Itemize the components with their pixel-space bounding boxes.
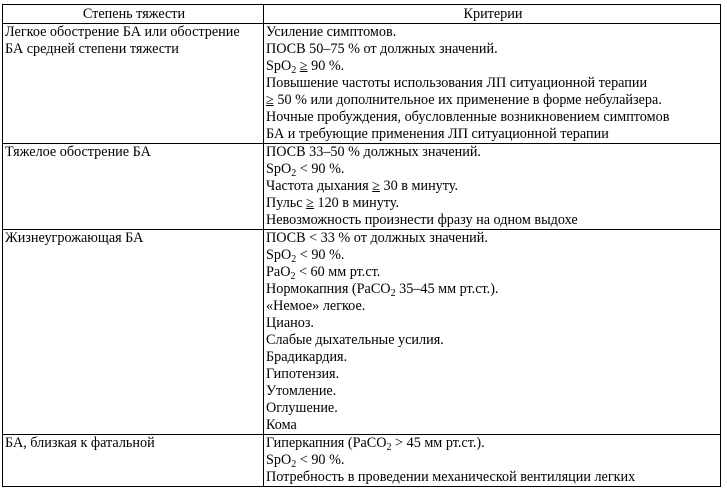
criteria-text: 120 в минуту. bbox=[313, 195, 400, 211]
criteria-text: ≥ bbox=[266, 92, 274, 108]
criteria-text: < 90 %. bbox=[296, 247, 345, 263]
criteria-line bbox=[266, 264, 720, 281]
criteria-cell bbox=[264, 230, 721, 435]
criteria-text: PaO bbox=[266, 264, 291, 280]
criteria-text: < 60 мм рт.ст. bbox=[295, 264, 381, 280]
criteria-text: Частота дыхания bbox=[266, 178, 373, 194]
criteria-text: ПОСВ 50–75 % от должных значений. bbox=[266, 41, 498, 57]
criteria-text: Слабые дыхательные усилия. bbox=[266, 332, 444, 348]
header-severity: Степень тяжести bbox=[3, 5, 264, 24]
table-row bbox=[3, 144, 721, 230]
criteria-line bbox=[266, 75, 720, 92]
criteria-line bbox=[266, 281, 720, 298]
criteria-text: «Немое» легкое. bbox=[266, 298, 366, 314]
header-row bbox=[3, 5, 721, 24]
criteria-text: Кома bbox=[266, 417, 297, 433]
criteria-line bbox=[266, 144, 720, 161]
criteria-text: ПОСВ 33–50 % должных значений. bbox=[266, 144, 481, 160]
criteria-text: ≥ bbox=[372, 178, 380, 194]
criteria-line bbox=[266, 161, 720, 178]
criteria-text: SpO bbox=[266, 247, 292, 263]
criteria-text: Брадикардия. bbox=[266, 349, 348, 365]
table-row bbox=[3, 435, 721, 487]
severity-criteria-table bbox=[2, 4, 721, 487]
criteria-line bbox=[266, 332, 720, 349]
table-row bbox=[3, 24, 721, 144]
criteria-text: Нормокапния (PaCO bbox=[266, 281, 391, 297]
severity-cell bbox=[3, 230, 264, 435]
criteria-line bbox=[266, 452, 720, 469]
criteria-line bbox=[266, 212, 720, 229]
criteria-text: ≥ bbox=[306, 195, 314, 211]
criteria-line bbox=[266, 195, 720, 212]
criteria-text: 90 %. bbox=[307, 58, 345, 74]
criteria-text: > 45 мм рт.ст.). bbox=[391, 435, 485, 451]
criteria-line bbox=[266, 41, 720, 58]
criteria-text: БА и требующие применения ЛП ситуационной терапии bbox=[266, 126, 609, 142]
criteria-line bbox=[266, 178, 720, 195]
criteria-text: Повышение частоты использования ЛП ситуационной терапии bbox=[266, 75, 648, 91]
severity-line: Легкое обострение БА или обострение bbox=[5, 24, 240, 40]
criteria-text: SpO bbox=[266, 58, 292, 74]
criteria-line bbox=[266, 366, 720, 383]
criteria-line bbox=[266, 92, 720, 109]
criteria-text: Оглушение. bbox=[266, 400, 338, 416]
criteria-text: SpO bbox=[266, 452, 292, 468]
subscript: 2 bbox=[386, 442, 392, 453]
severity-cell bbox=[3, 435, 264, 487]
criteria-text: < 90 %. bbox=[296, 452, 345, 468]
criteria-line bbox=[266, 58, 720, 75]
criteria-line bbox=[266, 469, 720, 486]
severity-cell bbox=[3, 144, 264, 230]
criteria-text: SpO bbox=[266, 161, 292, 177]
criteria-text: Потребность в проведении механической вентиляции легких bbox=[266, 469, 636, 485]
criteria-line bbox=[266, 298, 720, 315]
subscript: 2 bbox=[291, 168, 297, 179]
subscript: 2 bbox=[291, 459, 297, 470]
criteria-line bbox=[266, 24, 720, 41]
subscript: 2 bbox=[290, 271, 296, 282]
criteria-line bbox=[266, 435, 720, 452]
criteria-cell bbox=[264, 24, 721, 144]
criteria-text: 50 % или дополнительное их применение в форме небулайзера. bbox=[273, 92, 662, 108]
severity-line: БА, близкая к фатальной bbox=[5, 435, 155, 451]
subscript: 2 bbox=[291, 254, 297, 265]
table-row bbox=[3, 230, 721, 435]
severity-line: Тяжелое обострение БА bbox=[5, 144, 151, 160]
criteria-line bbox=[266, 315, 720, 332]
criteria-text: < 90 %. bbox=[296, 161, 345, 177]
criteria-line bbox=[266, 126, 720, 143]
criteria-text: Невозможность произнести фразу на одном выдохе bbox=[266, 212, 578, 228]
criteria-cell bbox=[264, 435, 721, 487]
table-body bbox=[3, 24, 721, 487]
criteria-line bbox=[266, 230, 720, 247]
criteria-text: Гиперкапния (PaCO bbox=[266, 435, 387, 451]
criteria-line bbox=[266, 383, 720, 400]
criteria-text: ПОСВ < 33 % от должных значений. bbox=[266, 230, 488, 246]
criteria-line bbox=[266, 417, 720, 434]
criteria-text: Пульс bbox=[266, 195, 307, 211]
criteria-line bbox=[266, 109, 720, 126]
criteria-text: Гипотензия. bbox=[266, 366, 340, 382]
header-criteria: Критерии bbox=[264, 5, 721, 24]
severity-line: БА средней степени тяжести bbox=[5, 41, 179, 57]
criteria-line bbox=[266, 400, 720, 417]
criteria-text: Цианоз. bbox=[266, 315, 314, 331]
criteria-text: 35–45 мм рт.ст.). bbox=[395, 281, 499, 297]
criteria-text: Утомление. bbox=[266, 383, 337, 399]
criteria-text: Усиление симптомов. bbox=[266, 24, 397, 40]
criteria-text: 30 в минуту. bbox=[379, 178, 458, 194]
severity-cell bbox=[3, 24, 264, 144]
severity-line: Жизнеугрожающая БА bbox=[5, 230, 144, 246]
criteria-text: Ночные пробуждения, обусловленные возникновением симптомов bbox=[266, 109, 670, 125]
criteria-line bbox=[266, 247, 720, 264]
subscript: 2 bbox=[291, 65, 297, 76]
subscript: 2 bbox=[390, 288, 396, 299]
criteria-text: ≥ bbox=[299, 58, 308, 74]
criteria-line bbox=[266, 349, 720, 366]
criteria-cell bbox=[264, 144, 721, 230]
